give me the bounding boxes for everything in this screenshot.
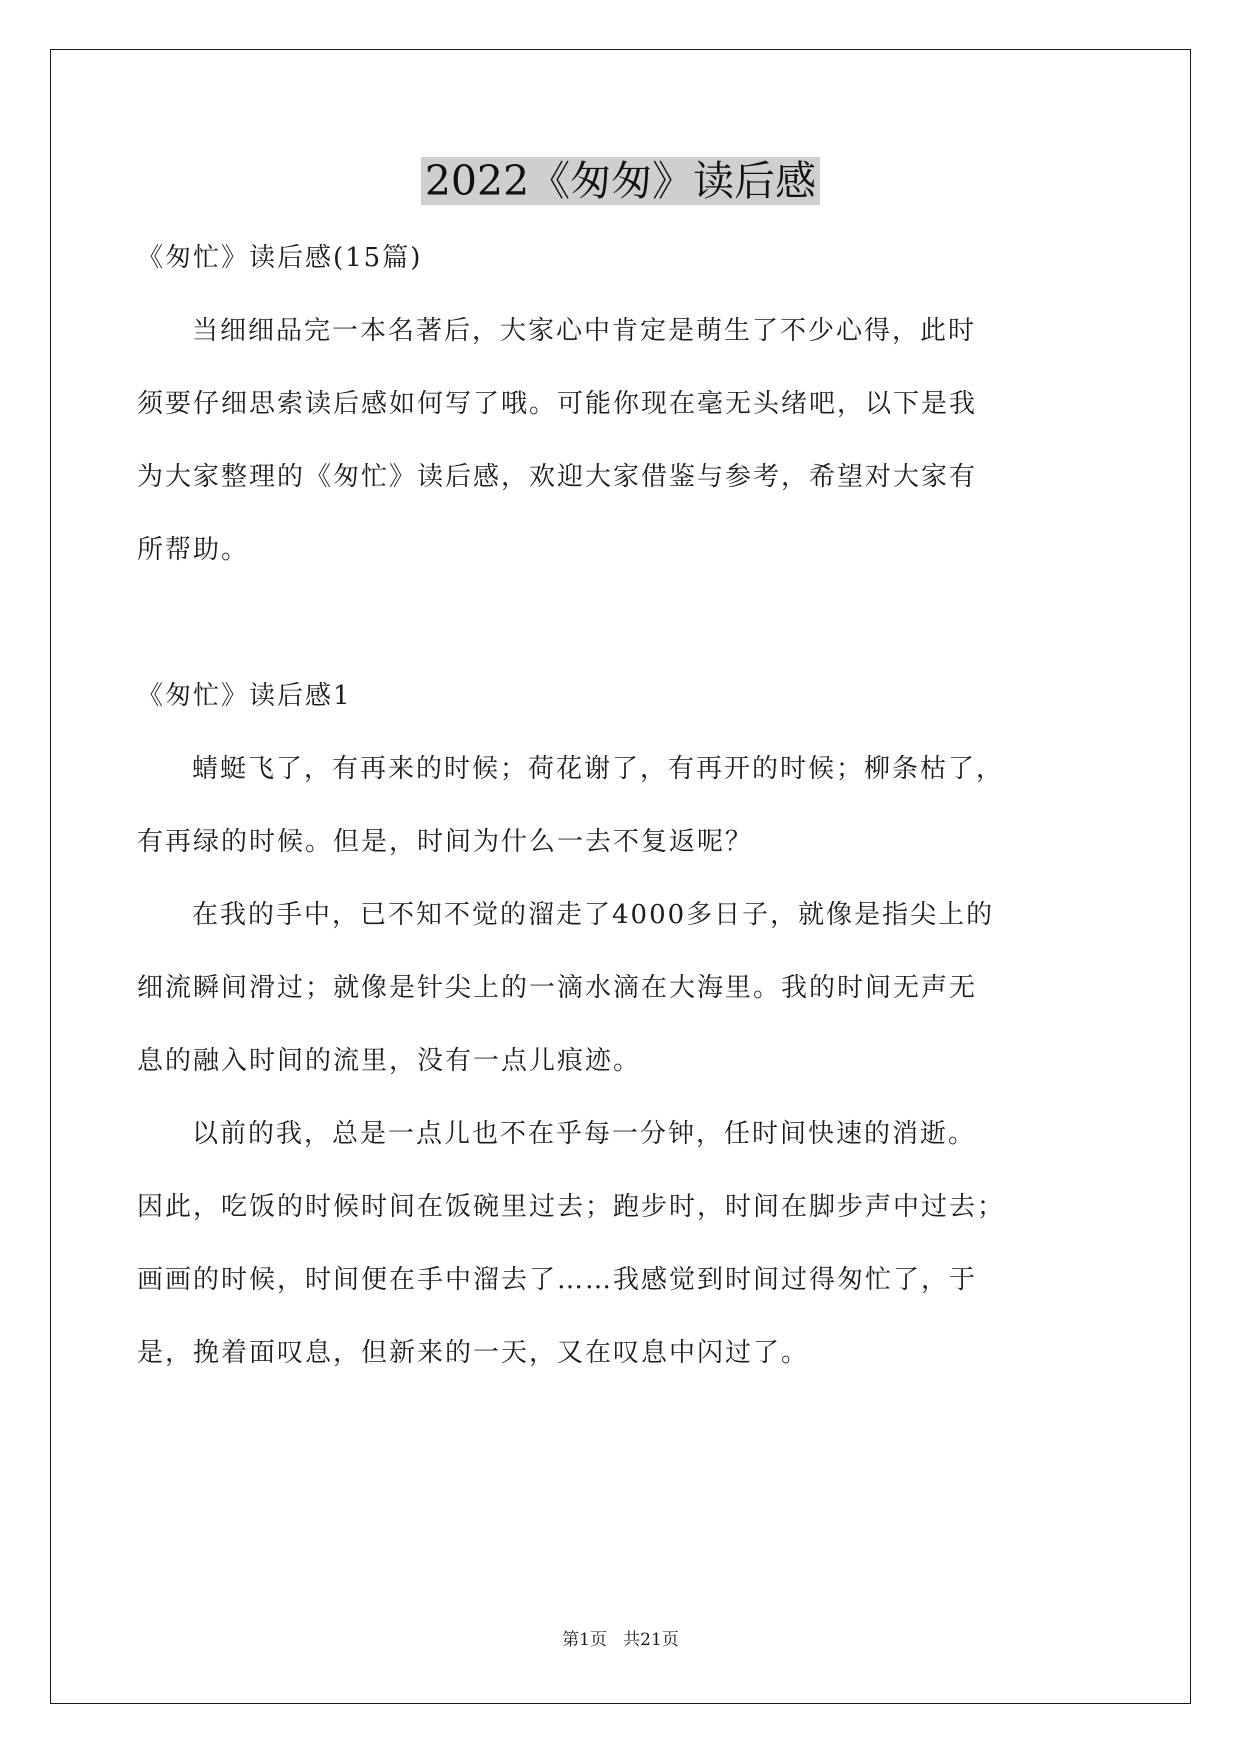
paragraph-3-line: 以前的我，总是一点儿也不在乎每一分钟，任时间快速的消逝。 xyxy=(192,1119,977,1149)
intro-line: 当细细品完一本名著后，大家心中肯定是萌生了不少心得，此时 xyxy=(192,316,977,346)
paragraph-2-line: 细流瞬间滑过；就像是针尖上的一滴水滴在大海里。我的时间无声无 xyxy=(137,973,978,1003)
section-heading: 《匆忙》读后感1 xyxy=(137,681,352,711)
document-title-text: 2022《匆匆》读后感 xyxy=(421,157,820,205)
document-title xyxy=(0,152,1241,210)
paragraph-2-line: 息的融入时间的流里，没有一点儿痕迹。 xyxy=(137,1046,642,1076)
intro-line: 为大家整理的《匆忙》读后感，欢迎大家借鉴与参考，希望对大家有 xyxy=(137,462,978,492)
document-subtitle: 《匆忙》读后感(15篇) xyxy=(137,243,423,273)
page-number: 第1页 共21页 xyxy=(562,1630,679,1650)
paragraph-1-line: 有再绿的时候。但是，时间为什么一去不复返呢？ xyxy=(137,827,754,857)
paragraph-2-line: 在我的手中，已不知不觉的溜走了4000多日子，就像是指尖上的 xyxy=(192,900,995,930)
paragraph-3-line: 因此，吃饭的时候时间在饭碗里过去；跑步时，时间在脚步声中过去； xyxy=(137,1192,1006,1222)
paragraph-3-line: 是，挽着面叹息，但新来的一天，又在叹息中闪过了。 xyxy=(137,1338,810,1368)
paragraph-3-line: 画画的时候，时间便在手中溜去了……我感觉到时间过得匆忙了，于 xyxy=(137,1265,978,1295)
intro-line: 所帮助。 xyxy=(137,535,250,565)
intro-line: 须要仔细思索读后感如何写了哦。可能你现在毫无头绪吧，以下是我 xyxy=(137,389,978,419)
paragraph-1-line: 蜻蜓飞了，有再来的时候；荷花谢了，有再开的时候；柳条枯了， xyxy=(192,754,1005,784)
page-border xyxy=(50,49,1191,1704)
